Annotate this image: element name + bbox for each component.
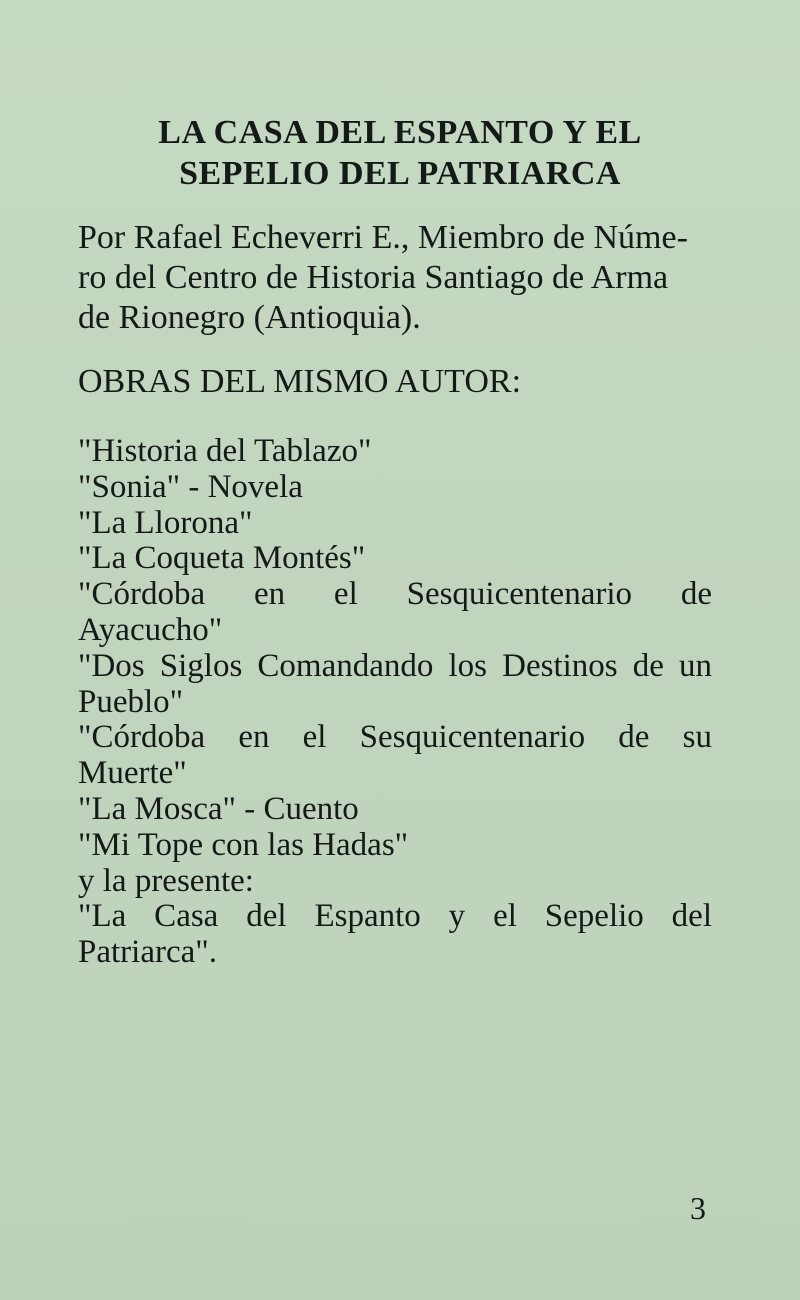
- list-item: [78, 649, 712, 721]
- list-item: [78, 541, 712, 577]
- list-item: [78, 828, 712, 864]
- author-byline: [78, 218, 718, 338]
- work-title-line: "La Mosca" - Cuento: [78, 790, 359, 827]
- work-title-line: "La Casa del Espanto y el Sepelio del: [78, 898, 712, 935]
- list-item: [78, 864, 712, 900]
- work-title-line: Muerte": [78, 755, 187, 792]
- work-title-line: y la presente:: [78, 862, 254, 899]
- work-title-line: "Córdoba en el Sesquicentenario de: [78, 576, 712, 613]
- byline-line-2: ro del Centro de Historia Santiago de Arma: [78, 259, 669, 296]
- list-item: [78, 506, 712, 542]
- work-title-line: "Córdoba en el Sesquicentenario de su: [78, 719, 712, 756]
- list-item: [78, 470, 712, 506]
- byline-line-1: Por Rafael Echeverri E., Miembro de Núme-: [78, 219, 688, 256]
- work-title-line: Ayacucho": [78, 611, 223, 648]
- list-item: [78, 720, 712, 792]
- list-item: [78, 899, 712, 971]
- byline-line-3: de Rionegro (Antioquia).: [78, 299, 421, 336]
- work-title-line: "Historia del Tablazo": [78, 433, 372, 469]
- works-heading: OBRAS DEL MISMO AUTOR:: [78, 363, 522, 400]
- work-title-line: Patriarca".: [78, 934, 217, 971]
- list-item: [78, 434, 712, 470]
- work-title-line: Pueblo": [78, 683, 184, 720]
- page-number: 3: [690, 1190, 706, 1226]
- work-title-line: "La Coqueta Montés": [78, 540, 366, 577]
- list-item: [78, 577, 712, 649]
- work-title-line: "Mi Tope con las Hadas": [78, 826, 409, 863]
- work-title-line: "Sonia" - Novela: [78, 468, 303, 505]
- work-title-line: "La Llorona": [78, 504, 253, 541]
- works-list: [78, 434, 712, 971]
- title-line-2: SEPELIO DEL PATRIARCA: [179, 155, 621, 192]
- work-title-line: "Dos Siglos Comandando los Destinos de un: [78, 647, 712, 684]
- list-item: [78, 792, 712, 828]
- title-line-1: LA CASA DEL ESPANTO Y EL: [158, 114, 642, 151]
- page-title: [0, 112, 800, 194]
